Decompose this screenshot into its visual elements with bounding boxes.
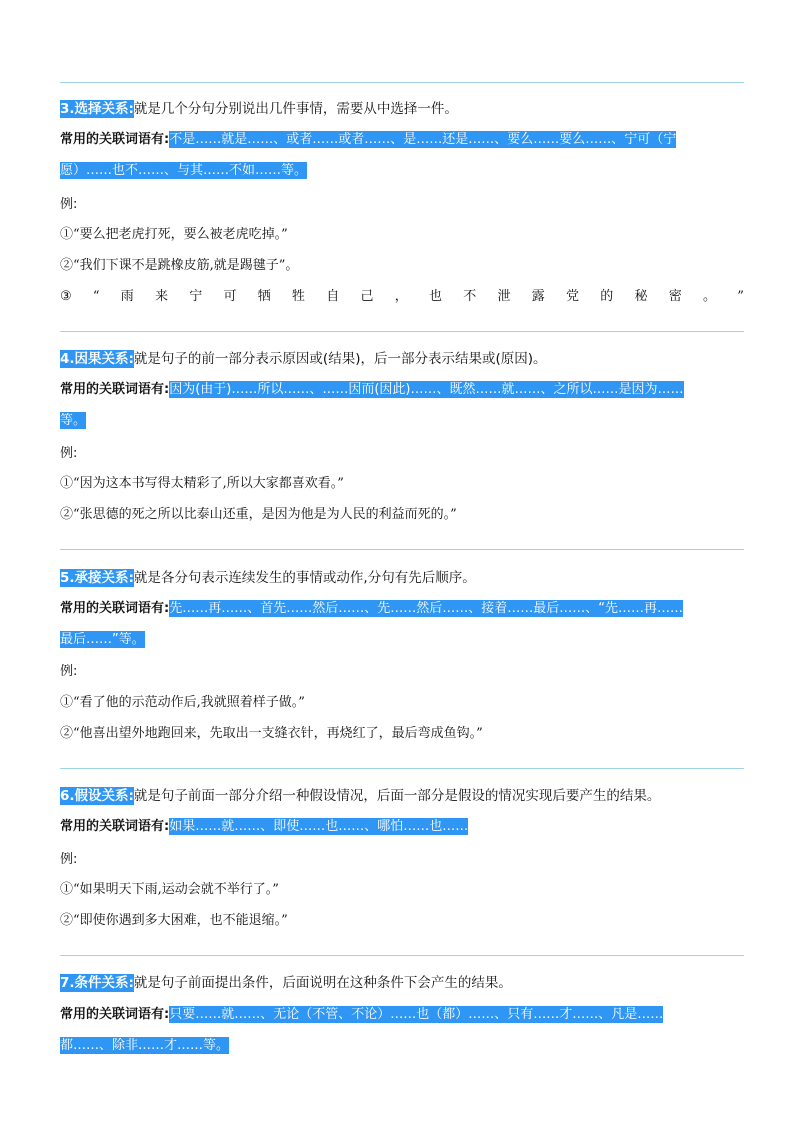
example-character: ， (394, 289, 408, 304)
example-character: 也 (429, 289, 443, 304)
section-heading: 6.假设关系: (60, 788, 134, 804)
section-description: 就是句子前面提出条件，后面说明在这种条件下会产生的结果。 (133, 975, 512, 991)
section-5-words-row-1 (60, 600, 750, 618)
section-divider (60, 955, 744, 956)
connective-words-continued: 愿）……也不……、与其……不如……等。 (60, 163, 308, 178)
connective-words: 如果……就……、即使……也……、哪怕……也…… (169, 819, 469, 834)
example-sentence: ②“即使你遇到多大困难，也不能退缩。” (60, 913, 288, 928)
example-character: 可 (223, 289, 237, 304)
example-character: “ (92, 289, 100, 304)
words-label: 常用的关联词语有: (60, 601, 170, 616)
words-label: 常用的关联词语有: (60, 132, 170, 147)
section-7-words-row-2 (60, 1037, 750, 1055)
section-heading: 5.承接关系: (60, 570, 134, 586)
section-divider (60, 331, 744, 332)
section-5-words-row-2 (60, 631, 750, 649)
section-description: 就是句子前面一部分介绍一种假设情况，后面一部分是假设的情况实现后要产生的结果。 (133, 788, 661, 804)
section-6-words-row-1 (60, 818, 750, 836)
section-7-words-row-1 (60, 1006, 750, 1024)
example-character: 己 (360, 289, 374, 304)
example-sentence: ①“如果明天下雨,运动会就不举行了。” (60, 882, 279, 897)
connective-words: 先……再……、首先……然后……、先……然后……、接着……最后……、“先……再…… (169, 601, 683, 616)
example-character: 泄 (497, 289, 511, 304)
words-label: 常用的关联词语有: (60, 819, 170, 834)
example-character: 党 (566, 289, 580, 304)
example-character: 的 (600, 289, 614, 304)
section-heading: 7.条件关系: (60, 975, 134, 991)
section-5-title (60, 569, 750, 587)
section-heading: 3.选择关系: (60, 101, 134, 117)
example-character: ” (737, 289, 744, 304)
section-description: 就是各分句表示连续发生的事情或动作,分句有先后顺序。 (133, 570, 476, 586)
example-label: 例: (60, 664, 78, 679)
connective-words-continued: 等。 (60, 413, 87, 428)
example-sentence: ②“我们下课不是跳橡皮筋,就是踢毽子”。 (60, 258, 299, 273)
example-character: 不 (463, 289, 477, 304)
example-character: 密 (668, 289, 682, 304)
example-label: 例: (60, 197, 78, 212)
example-sentence: ②“张思德的死之所以比泰山还重，是因为他是为人民的利益而死的。” (60, 507, 457, 522)
example-label: 例: (60, 446, 78, 461)
example-character: 。 (703, 289, 717, 304)
section-7-title (60, 974, 750, 992)
example-character: ③ (60, 289, 72, 304)
words-label: 常用的关联词语有: (60, 1007, 170, 1022)
section-description: 就是句子的前一部分表示原因或(结果)，后一部分表示结果或(原因)。 (133, 351, 547, 367)
example-sentence: ①“因为这本书写得太精彩了,所以大家都喜欢看。” (60, 476, 344, 491)
section-divider (60, 768, 744, 769)
section-4-words-row-1 (60, 381, 750, 399)
section-heading: 4.因果关系: (60, 351, 134, 367)
example-sentence: ①“看了他的示范动作后,我就照着样子做。” (60, 695, 305, 710)
connective-words: 因为(由于)……所以……、……因而(因此)……、既然……就……、之所以……是因为…… (169, 382, 684, 397)
connective-words-continued: 最后……”等。 (60, 632, 145, 647)
section-3-words-row-1 (60, 131, 750, 149)
section-4-words-row-2 (60, 412, 750, 430)
section-6-title (60, 787, 750, 805)
connective-words: 不是……就是……、或者……或者……、是……还是……、要么……要么……、宁可（宁 (169, 132, 677, 147)
example-label: 例: (60, 852, 78, 867)
section-3-title (60, 100, 750, 118)
example-sentence-justified (60, 288, 744, 306)
example-character: 雨 (120, 289, 134, 304)
example-sentence: ②“他喜出望外地跑回来，先取出一支缝衣针，再烧红了，最后弯成鱼钩。” (60, 726, 483, 741)
example-sentence: ①“要么把老虎打死，要么被老虎吃掉。” (60, 227, 288, 242)
example-character: 宁 (189, 289, 203, 304)
connective-words-continued: 都……、除非……才……等。 (60, 1038, 230, 1053)
example-character: 牺 (257, 289, 271, 304)
section-4-title (60, 350, 750, 368)
section-divider (60, 82, 744, 83)
example-character: 露 (531, 289, 545, 304)
example-character: 秘 (634, 289, 648, 304)
example-character: 自 (326, 289, 340, 304)
example-character: 来 (155, 289, 169, 304)
words-label: 常用的关联词语有: (60, 382, 170, 397)
example-character: 牲 (292, 289, 306, 304)
section-3-words-row-2 (60, 162, 750, 180)
section-divider (60, 549, 744, 550)
connective-words: 只要……就……、无论（不管、不论）……也（都）……、只有……才……、凡是…… (169, 1007, 664, 1022)
section-description: 就是几个分句分别说出几件事情，需要从中选择一件。 (133, 101, 458, 117)
